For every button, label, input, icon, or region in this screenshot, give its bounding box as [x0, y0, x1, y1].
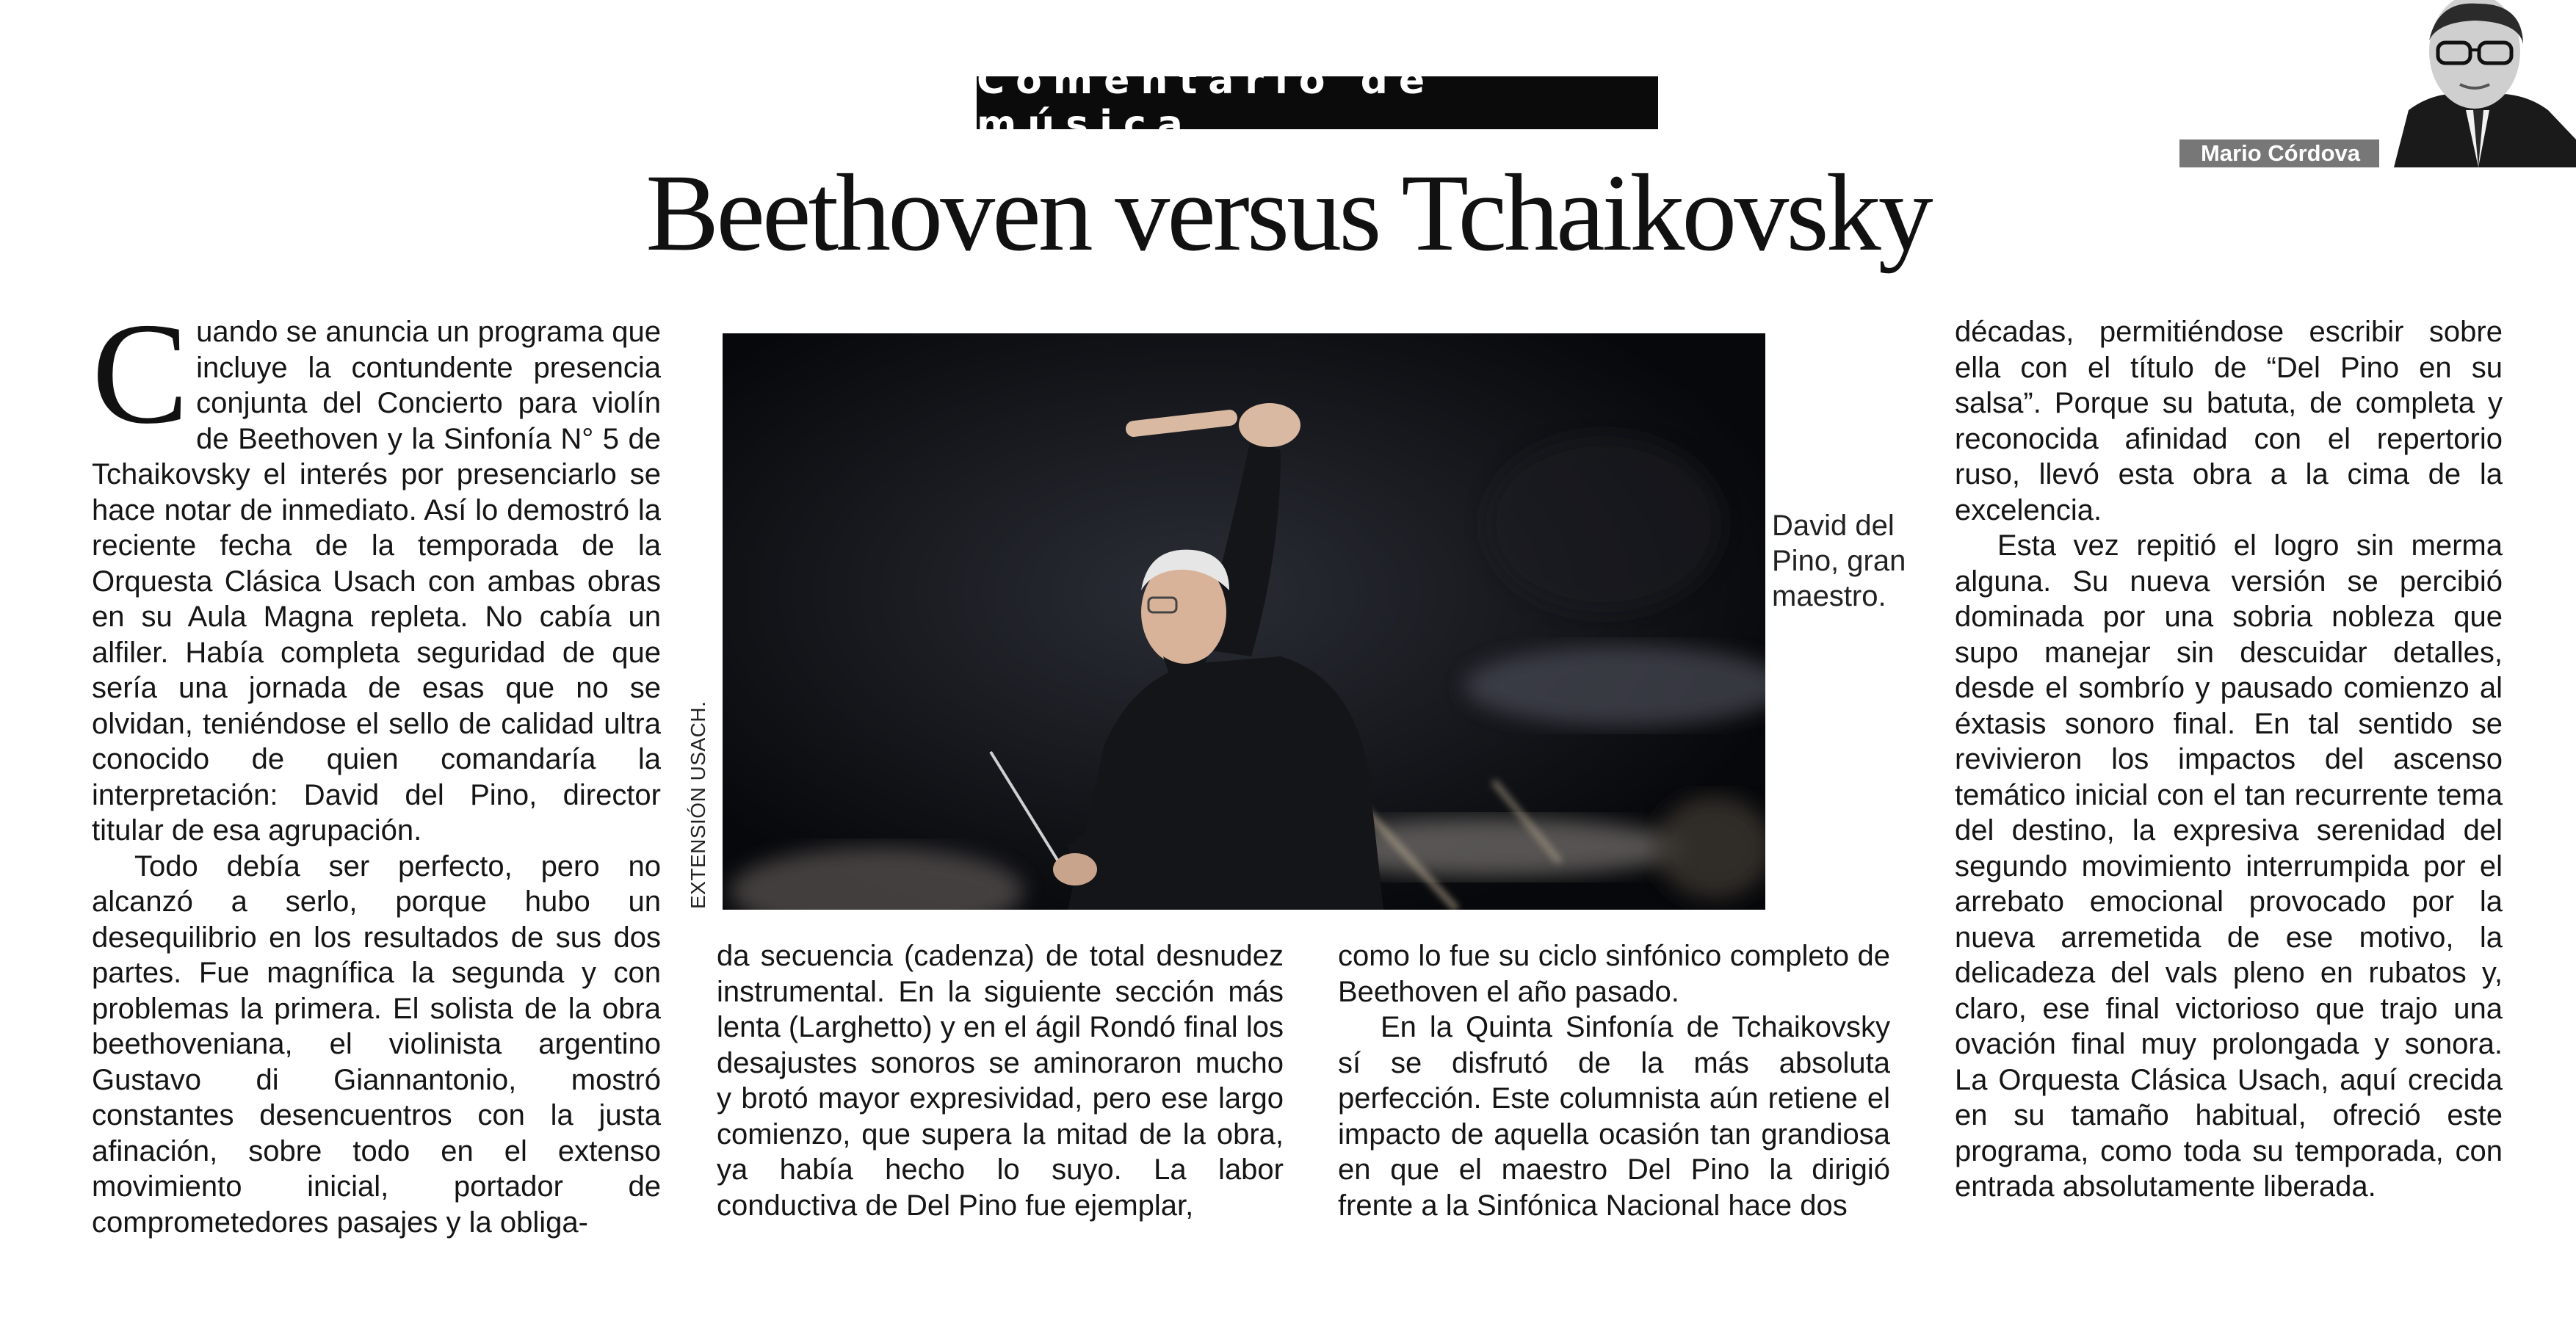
paragraph: Esta vez repitió el logro sin merma alguna. Su nueva versión se percibió dominada por una sobria nobleza que supo manejar sin descuidar detalles, desde el sombrío y pausado comienzo al éxtasis sonoro final. En tal sentido se revivieron los impactos del ascenso temático inicial con el tan recurrente tema del destino, la expresiva serenidad del segundo movimiento interrumpida por el arrebato emocional provocado por la nueva arremetida de ese motivo, la delicadeza del vals pleno en rubatos y, claro, ese final victorioso que trajo una ovación final muy prolongada y sonora. La Orquesta Clásica Usach, aquí crecida en su tamaño habitual, ofreció este programa, como toda su temporada, con entrada absolutamente liberada.: [1955, 529, 2503, 1203]
paragraph: como lo fue su ciclo sinfónico completo de Beethoven el año pasado.: [1338, 940, 1890, 1008]
section-label: Comentario de música: [977, 76, 1658, 129]
article-column-3: [1338, 938, 1890, 1223]
paragraph: En la Quinta Sinfonía de Tchaikovsky sí se disfrutó de la más absoluta perfección. Este columnista aún retiene el impacto de aquella ocasión tan grandiosa en que el maestro Del Pino la dirigió frente a la Sinfónica Nacional hace dos: [1338, 1011, 1890, 1222]
paragraph: Todo debía ser perfecto, pero no alcanzó a serlo, porque hubo un desequilibrio en los resultados de sus dos partes. Fue magnífica la segunda y con problemas la primera. El solista de la obra beethoveniana, el violinista argentino Gustavo di Giannantonio, mostró constantes desencuentros con la justa afinación, sobre todo en el extenso movimiento inicial, portador de comprometedores pasajes y la obliga-: [92, 849, 661, 1239]
article-column-4: [1955, 314, 2503, 1205]
paragraph: da secuencia (cadenza) de total desnudez instrumental. En la siguiente sección más lenta (Larghetto) y en el ágil Rondó final los desajustes sonoros se aminoraron mucho y brotó mayor expresividad, pero ese largo comienzo, que supera la mitad de la obra, ya había hecho lo suyo. La labor conductiva de Del Pino fue ejemplar,: [717, 940, 1284, 1222]
headline: Beethoven versus Tchaikovsky: [645, 152, 1931, 274]
photo-credit: EXTENSIÓN USACH.: [687, 700, 709, 909]
conductor-photo: [723, 333, 1765, 910]
paragraph: uando se anuncia un programa que incluye la contundente presencia conjunta del Concierto para violín de Beethoven y la Sinfonía N° 5 de Tchaikovsky el interés por presenciarlo se hace notar de inmediato. Así lo demostró la reciente fecha de la temporada de la Orquesta Clásica Usach con ambas obras en su Aula Magna repleta. No cabía un alfiler. Había completa seguridad de que sería una jornada de esas que no se olvidan, teniéndose el sello de calidad ultra conocido de quien comandaría la interpretación: David del Pino, director titular de esa agrupación.: [92, 316, 661, 847]
drop-cap: C: [92, 293, 189, 454]
author-name: Mario Córdova: [2179, 140, 2381, 167]
author-portrait: [2379, 0, 2576, 167]
article-column-1: [92, 293, 661, 1240]
paragraph: décadas, permitiéndose escribir sobre ella con el título de “Del Pino en su salsa”. Porque su batuta, de completa y reconocida afinidad con el repertorio ruso, llevó esta obra a la cima de la excelencia.: [1955, 316, 2503, 526]
photo-caption: David del Pino, gran maestro.: [1772, 510, 1906, 612]
article-column-2: [717, 938, 1284, 1223]
